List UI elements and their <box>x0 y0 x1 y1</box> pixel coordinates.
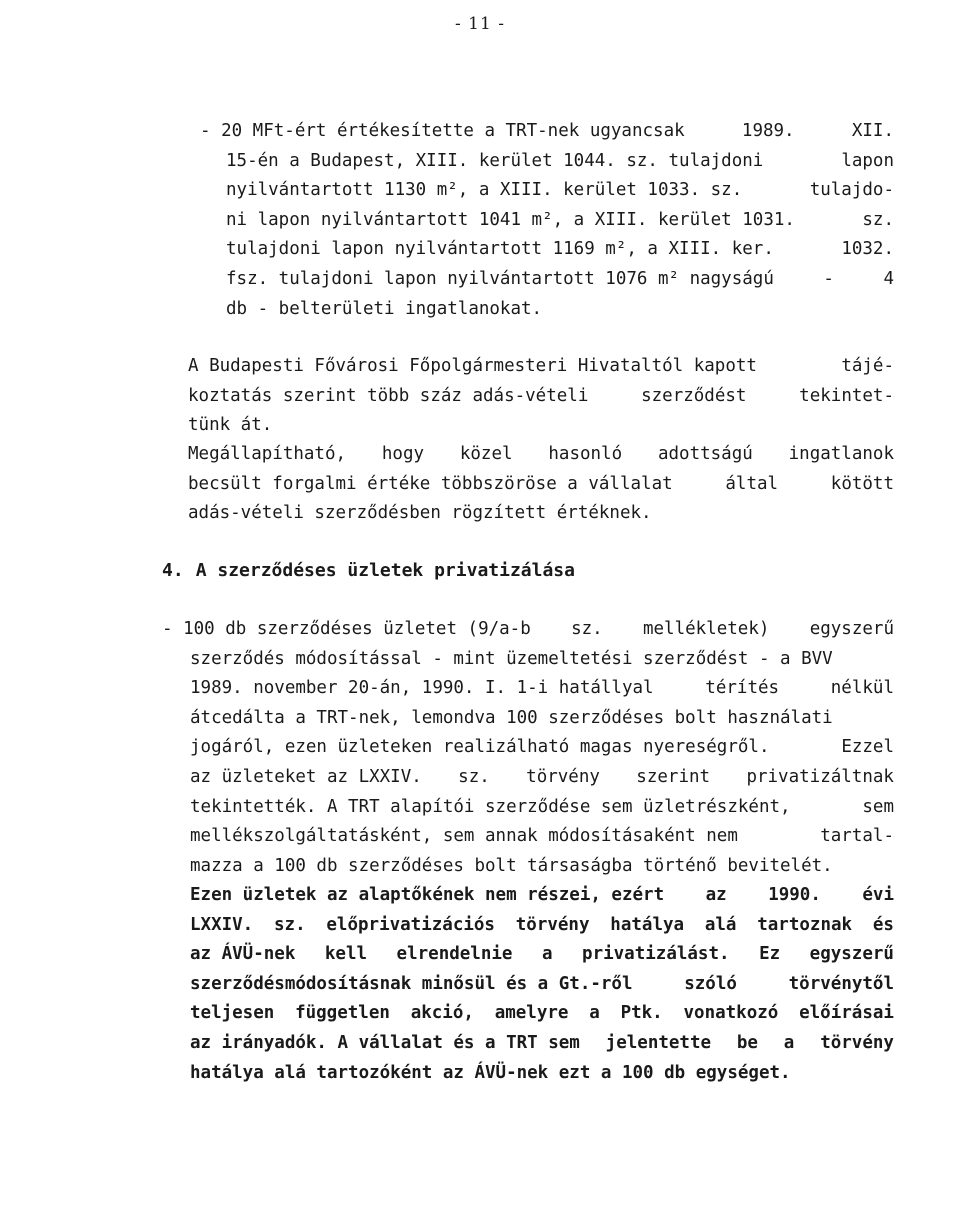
text-segment: hasonló <box>548 444 623 464</box>
text-segment: ingatlanok <box>788 444 894 464</box>
text-line <box>190 880 894 910</box>
text-segment: tájé- <box>841 356 894 376</box>
text-segment: az <box>705 885 727 905</box>
text-segment: teljesen <box>190 1003 275 1024</box>
text-segment: Ptk. <box>620 1003 663 1024</box>
text-segment: tulajdo- <box>809 180 894 201</box>
text-segment: akció, <box>410 1003 474 1024</box>
text-segment: hatálya alá tartozóként az ÁVÜ-nek ezt a 100 db egységet. <box>190 1062 791 1083</box>
text-segment: 1032. <box>841 239 894 260</box>
text-segment: szerződésmódosításnak minősül és a Gt.-ről <box>190 973 633 994</box>
text-segment: térítés <box>705 678 780 699</box>
text-segment: egyszerű <box>809 619 894 639</box>
text-line <box>190 910 894 940</box>
text-segment: tartal- <box>820 826 894 847</box>
section-title: A szerződéses üzletek privatizálása <box>195 560 575 581</box>
text-segment: törvény <box>820 1033 894 1053</box>
text-segment: elrendelnie <box>396 944 513 965</box>
text-segment: Ezzel <box>841 737 894 758</box>
text-segment: sz. <box>571 619 603 639</box>
text-segment: koztatás szerint több száz adás-vételi <box>188 385 589 406</box>
section-number: 4. <box>162 560 184 581</box>
text-segment: Megállapítható, <box>188 444 347 464</box>
text-segment: az üzleteket az LXXIV. <box>190 767 422 787</box>
text-segment: sz. <box>862 209 894 230</box>
text-segment: tekintet- <box>799 385 894 406</box>
text-segment: - 100 db szerződéses üzletet (9/a-b <box>162 619 531 639</box>
text-line <box>226 264 894 294</box>
text-segment: adás-vételi szerződésben rögzített értéknek. <box>188 503 652 524</box>
text-segment: által <box>725 473 779 494</box>
text-segment: mellékletek) <box>642 619 770 639</box>
text-line <box>190 821 894 851</box>
text-segment: db - belterületi ingatlanokat. <box>226 298 543 319</box>
text-segment: adottságú <box>657 444 753 464</box>
text-segment: vonatkozó <box>683 1003 779 1024</box>
text-line <box>188 381 894 411</box>
text-segment: 1989. november 20-án, 1990. I. 1-i hatállyal <box>190 678 654 699</box>
text-line <box>190 644 894 674</box>
text-segment: törvény <box>515 914 590 935</box>
text-segment: független <box>295 1003 390 1024</box>
text-segment: lapon <box>841 150 894 171</box>
text-segment: és <box>872 914 894 935</box>
text-line <box>188 498 894 528</box>
text-line <box>190 1058 894 1088</box>
text-line <box>190 792 894 822</box>
text-line <box>226 146 894 176</box>
text-line <box>188 410 894 440</box>
text-segment: 1990. <box>768 885 821 905</box>
text-segment: a <box>783 1033 795 1053</box>
text-segment: - <box>823 269 834 289</box>
text-segment: évi <box>862 885 894 905</box>
text-line <box>190 1028 894 1058</box>
text-segment: sz. <box>274 914 306 935</box>
text-segment: hogy <box>381 444 425 464</box>
text-line <box>190 998 894 1028</box>
text-segment: 1989. <box>741 121 795 141</box>
text-segment: sz. <box>458 767 490 787</box>
text-segment: közel <box>459 444 513 464</box>
text-line <box>226 175 894 205</box>
text-segment: nyilvántartott 1130 m², a XIII. kerület 1033. sz. <box>226 180 743 201</box>
text-segment: előprivatizációs <box>326 914 495 935</box>
text-line <box>162 614 894 644</box>
text-segment: 15-én a Budapest, XIII. kerület 1044. sz. tulajdoni <box>226 150 764 171</box>
text-segment: be <box>736 1033 758 1053</box>
text-segment: az irányadók. A vállalat és a TRT sem <box>190 1033 580 1053</box>
text-segment: előírásai <box>799 1003 894 1024</box>
text-line <box>190 939 894 969</box>
text-line <box>190 851 894 881</box>
text-segment: nélkül <box>830 678 894 699</box>
text-segment: szerint <box>636 767 711 787</box>
text-line <box>188 469 894 499</box>
text-segment: A Budapesti Fővárosi Főpolgármesteri Hivataltól kapott <box>188 356 757 376</box>
text-segment: amelyre <box>494 1003 569 1024</box>
page-number: - 11 - <box>455 14 505 34</box>
text-line <box>200 116 894 146</box>
text-line <box>190 673 894 703</box>
text-segment: 4 <box>883 269 894 289</box>
text-segment: az ÁVÜ-nek <box>190 944 296 965</box>
text-segment: - 20 MFt-ért értékesítette a TRT-nek ugyancsak <box>200 121 685 141</box>
text-line <box>188 351 894 381</box>
text-segment: tartoznak <box>757 914 853 935</box>
text-segment: sem <box>862 796 894 817</box>
text-segment: egyszerű <box>809 944 894 965</box>
text-segment: szerződés módosítással - mint üzemeltetési szerződést - a BVV <box>190 648 833 669</box>
text-segment: a <box>541 944 553 965</box>
text-segment: jogáról, ezen üzleteken realizálható magas nyereségről. <box>190 737 770 758</box>
text-line <box>190 703 894 733</box>
text-segment: kötött <box>830 473 894 494</box>
text-segment: LXXIV. <box>190 914 254 935</box>
text-segment: ni lapon nyilvántartott 1041 m², a XIII. kerület 1031. <box>226 209 795 230</box>
text-segment: tekintették. A TRT alapítói szerződése sem üzletrészként, <box>190 796 791 817</box>
text-line <box>190 762 894 792</box>
text-line <box>226 234 894 264</box>
text-segment: törvény <box>526 767 600 787</box>
text-segment: fsz. tulajdoni lapon nyilvántartott 1076 m² nagyságú <box>226 269 774 289</box>
text-segment: hatálya <box>610 914 685 935</box>
text-segment: törvénytől <box>788 973 894 994</box>
text-segment: alá <box>704 914 737 935</box>
text-segment: kell <box>324 944 368 965</box>
text-segment: átcedálta a TRT-nek, lemondva 100 szerződéses bolt használati <box>190 707 833 728</box>
text-segment: mazza a 100 db szerződéses bolt társaságba történő bevitelét. <box>190 855 833 876</box>
text-segment: Ez <box>759 944 781 965</box>
text-segment: tünk át. <box>188 415 273 436</box>
text-segment: szóló <box>684 973 737 994</box>
text-segment: becsült forgalmi értéke többszöröse a vállalat <box>188 473 673 494</box>
text-line <box>188 439 894 469</box>
text-line <box>226 294 894 324</box>
text-segment: privatizáltnak <box>746 767 894 787</box>
text-segment: mellékszolgáltatásként, sem annak módosításaként nem <box>190 826 738 847</box>
text-line <box>226 205 894 235</box>
text-segment: jelentette <box>605 1033 712 1053</box>
text-segment: szerződést <box>641 385 747 406</box>
text-line <box>190 732 894 762</box>
text-segment: Ezen üzletek az alaptőkének nem részei, ezért <box>190 885 665 905</box>
text-line <box>190 969 894 999</box>
section-heading <box>162 556 575 586</box>
text-segment: a <box>589 1003 600 1024</box>
text-segment: XII. <box>851 121 894 141</box>
text-segment: privatizálást. <box>582 944 730 965</box>
text-segment: tulajdoni lapon nyilvántartott 1169 m², a XIII. ker. <box>226 239 774 260</box>
